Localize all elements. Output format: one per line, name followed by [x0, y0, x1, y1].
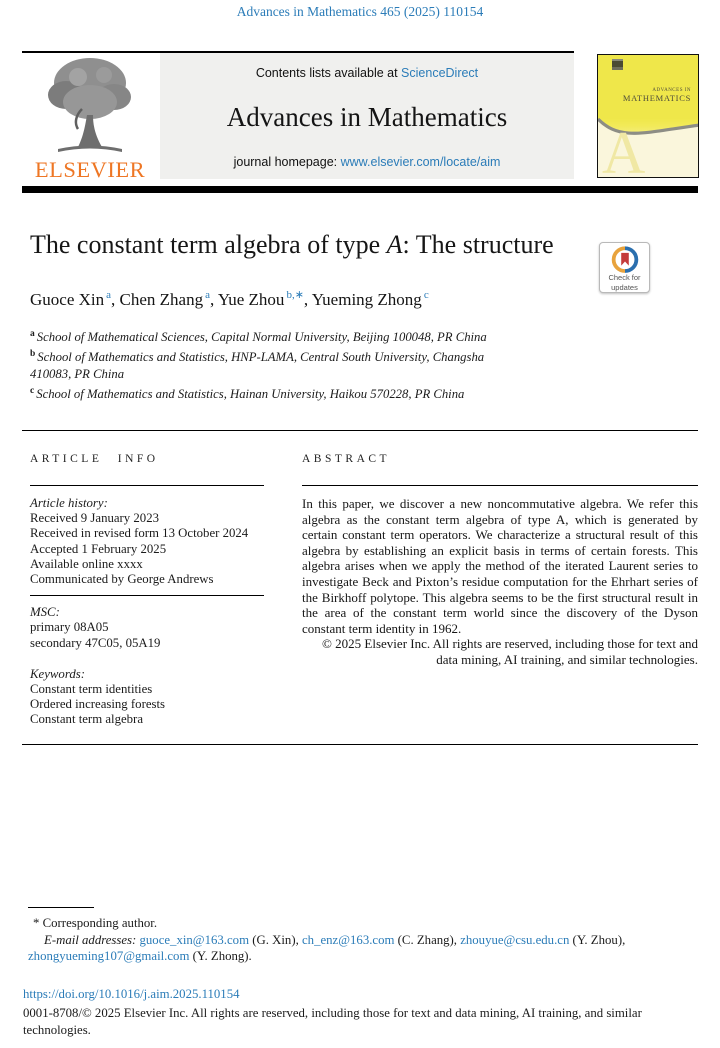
- email-link[interactable]: ch_enz@163.com: [302, 932, 395, 947]
- author: [218, 290, 312, 309]
- article-info-column: [30, 452, 264, 736]
- history-line: Communicated by George Andrews: [30, 572, 214, 587]
- abstract-copyright: © 2025 Elsevier Inc. All rights are reserved, including those for text and data mining, AI training, and similar technologies.: [322, 636, 698, 667]
- cover-title-line1: ADVANCES IN: [652, 88, 691, 93]
- author-separator: ,: [303, 289, 312, 309]
- author-affil-sup[interactable]: b,∗: [286, 289, 304, 301]
- history-line: Accepted 1 February 2025: [30, 541, 167, 556]
- email-attribution: (C. Zhang),: [394, 932, 461, 947]
- keyword-line: Ordered increasing forests: [30, 697, 166, 712]
- article-title-suffix: : The structure: [402, 230, 554, 259]
- page-footer: [23, 986, 699, 1038]
- article-history-label: Article history:: [30, 496, 108, 510]
- affiliation-text: School of Mathematical Sciences, Capital Normal University, Beijing 100048, PR China: [36, 330, 487, 345]
- author: [30, 290, 120, 309]
- elsevier-tree-icon: [38, 55, 142, 153]
- article-info-heading: ARTICLE INFO: [30, 453, 159, 465]
- check-updates-label: Check for updates: [608, 273, 641, 292]
- author-name: Yue Zhou: [217, 289, 285, 309]
- abstract-column: [302, 452, 698, 668]
- elsevier-wordmark: ELSEVIER: [34, 157, 146, 182]
- abstract-heading: ABSTRACT: [302, 453, 391, 465]
- article-title: [30, 229, 590, 260]
- article-info-divider-rule: [30, 595, 264, 596]
- keyword-line: Constant term algebra: [30, 712, 144, 727]
- msc-group: [30, 605, 264, 651]
- affiliation-sup: b: [30, 349, 36, 360]
- affiliation-text: School of Mathematics and Statistics, Hainan University, Haikou 570228, PR China: [36, 387, 465, 402]
- affiliation-sup: c: [30, 386, 35, 397]
- msc-line: secondary 47C05, 05A19: [30, 635, 161, 650]
- history-line: Received in revised form 13 October 2024: [30, 526, 249, 541]
- email-attribution: (Y. Zhong).: [189, 949, 252, 963]
- email-attribution: (G. Xin),: [249, 932, 302, 947]
- author-affil-sup[interactable]: a: [205, 289, 210, 301]
- email-link[interactable]: zhongyueming107@gmail.com: [28, 949, 190, 963]
- author-name: Chen Zhang: [119, 289, 204, 309]
- sciencedirect-link[interactable]: ScienceDirect: [401, 66, 479, 80]
- issn-copyright-line: 0001-8708/© 2025 Elsevier Inc. All rights are reserved, including those for text and data mining, AI training, and similar technologies.: [23, 1005, 642, 1037]
- affiliation: [30, 326, 500, 346]
- journal-homepage-link[interactable]: www.elsevier.com/locate/aim: [340, 155, 501, 169]
- journal-citation-link[interactable]: Advances in Mathematics 465 (2025) 110154: [236, 4, 484, 19]
- cover-title-line2: MATHEMATICS: [622, 92, 691, 103]
- history-line: Received 9 January 2023: [30, 511, 159, 526]
- info-section-bottom-rule: [22, 744, 698, 745]
- corresponding-text: Corresponding author.: [42, 916, 158, 930]
- affiliation-sup: a: [30, 329, 35, 339]
- affiliation: [30, 383, 500, 403]
- keywords-label: Keywords:: [30, 666, 85, 681]
- corresponding-author-note: [28, 915, 698, 932]
- author-separator: ,: [209, 289, 218, 309]
- email-label: E-mail addresses:: [44, 932, 137, 947]
- cover-watermark-letter: A: [602, 120, 646, 178]
- author-affil-sup[interactable]: c: [423, 289, 429, 301]
- info-section-top-rule: [22, 430, 698, 431]
- keyword-line: Constant term identities: [30, 682, 153, 697]
- author-separator: ,: [111, 289, 120, 309]
- article-title-math: A: [386, 230, 403, 259]
- author-list: [30, 288, 429, 310]
- affiliation: [30, 346, 500, 383]
- article-title-text: The constant term algebra of type: [30, 230, 387, 259]
- abstract-rule: [302, 485, 698, 486]
- doi-link[interactable]: https://doi.org/10.1016/j.aim.2025.110154: [23, 987, 240, 1001]
- contents-list-line: [256, 66, 478, 80]
- email-link[interactable]: zhouyue@csu.edu.cn: [460, 932, 570, 947]
- journal-masthead: [160, 53, 574, 179]
- footnote-rule: [28, 907, 94, 908]
- footnotes: [28, 907, 698, 965]
- header-divider-bar: [22, 186, 698, 193]
- author-name: Guoce Xin: [30, 289, 105, 309]
- check-updates-badge[interactable]: [599, 242, 650, 293]
- elsevier-logo[interactable]: [22, 55, 158, 183]
- homepage-prefix-text: journal homepage:: [233, 155, 341, 169]
- msc-label: MSC:: [30, 605, 60, 620]
- journal-title: Advances in Mathematics: [226, 102, 508, 132]
- msc-line: primary 08A05: [30, 620, 109, 635]
- author: [312, 290, 429, 309]
- journal-homepage-line: [234, 155, 501, 169]
- article-info-rule: [30, 485, 264, 486]
- keywords-group: [30, 667, 264, 728]
- email-addresses-note: [28, 932, 698, 965]
- corresponding-marker: *: [33, 916, 40, 930]
- author-name: Yueming Zhong: [311, 289, 422, 309]
- email-link[interactable]: guoce_xin@163.com: [139, 932, 250, 947]
- contents-list-text: Contents lists available at: [255, 66, 402, 80]
- check-updates-icon: [611, 246, 639, 273]
- journal-cover-thumbnail: [597, 54, 699, 178]
- article-history-group: [30, 496, 264, 587]
- abstract-text: In this paper, we discover a new noncommutative algebra. We refer this algebra as the constant term algebra of type A, which is generated by certain constant term operators. We characterize a structural result of this algebra by establishing an explicit basis in terms of certain forests. This algebra arises when we apply the method of the iterated Laurent series to investigate Beck and Pixton’s residue computation for the Ehrhart series of the Birkhoff polytope. This algebra seems to be the first structural result in the area of the constant term world since the discovery of the Dyson constant term identity in 1962.: [302, 496, 698, 636]
- affiliation-text: School of Mathematics and Statistics, HNP-LAMA, Central South University, Changsha 410083, PR China: [30, 350, 485, 382]
- affiliation-list: [30, 326, 500, 404]
- history-line: Available online xxxx: [30, 556, 143, 571]
- author: [120, 290, 218, 309]
- email-attribution: (Y. Zhou),: [569, 932, 626, 947]
- author-affil-sup[interactable]: a: [106, 289, 112, 301]
